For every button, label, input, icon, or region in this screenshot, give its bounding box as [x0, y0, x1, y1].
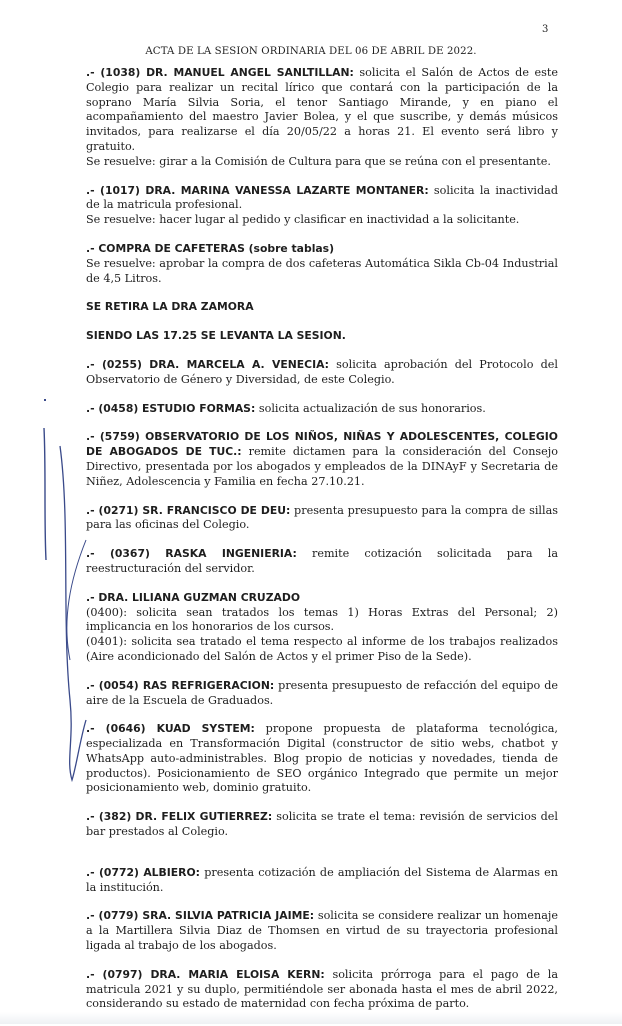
item-heading: SE RETIRA LA DRA ZAMORA: [86, 300, 254, 314]
item-text: solicita prórroga para el pago de la matricula 2021 y su duplo, permitiéndole ser abonada hasta el mes de abril 2022, considerando su estado de maternidad con fecha próxima de parto.: [86, 967, 559, 1011]
item-text: presenta presupuesto de refacción del equipo de aire de la Escuela de Graduados.: [86, 678, 558, 707]
item-heading: .- (0779) SRA. SILVIA PATRICIA JAIME:: [86, 909, 315, 923]
list-item: [86, 679, 558, 709]
list-item: [86, 66, 558, 170]
item-text: solicita se trate el tema: revisión de servicios del bar prestados al Colegio.: [86, 810, 558, 839]
item-text: solicita aprobación del Protocolo del Observatorio de Género y Diversidad, de este Colegio.: [86, 357, 558, 386]
item-heading: .- (0646) KUAD SYSTEM:: [86, 722, 255, 736]
item-text: remite cotización solicitada para la reestructuración del servidor.: [86, 547, 559, 575]
item-subitem: (0401): solicita sea tratado el tema respecto al informe de los trabajos realizados (Aire acondicionado del Salón de Actos y el primer Piso de la Sede).: [86, 635, 558, 663]
item-heading: .- (1038) DR. MANUEL ANGEL SANLTILLAN:: [86, 66, 354, 79]
item-text: propone propuesta de plataforma tecnológica, especializada en Transformación Digital (constructor de sitio webs, chatbot y WhatsApp auto-administrables. Blog propio de noticias y novedades, tienda de productos). Posicionamiento de SEO orgánico Integrado que permite un mejor posicionamiento web, dominio gratuito.: [86, 722, 558, 795]
item-text: presenta cotización de ampliación del Sistema de Alarmas en la institución.: [86, 865, 559, 894]
list-item: [86, 547, 558, 577]
item-resolution: Se resuelve: hacer lugar al pedido y clasificar en inactividad a la solicitante.: [86, 213, 520, 227]
item-heading: .- (0271) SR. FRANCISCO DE DEU:: [86, 503, 291, 517]
item-text: solicita el Salón de Actos de este Colegio para realizar un recital lírico que contará con la participación de la soprano María Silvia Soria, el tenor Santiago Mirande, y en piano el acompañamiento del maestro Javier Bolea, y el que suscribe, y demás músicos invitados, para realizarse el día 20/05/22 a horas 21. El evento será libro y gratuito.: [86, 66, 559, 153]
item-text: presenta presupuesto para la compra de sillas para las oficinas del Colegio.: [86, 503, 558, 532]
item-resolution: Se resuelve: aprobar la compra de dos cafeteras Automática Sikla Cb-04 Industrial de 4,5 Litros.: [86, 256, 558, 285]
list-item: [86, 504, 558, 534]
item-text: solicita actualización de sus honorarios.: [255, 401, 486, 415]
document-header: ACTA DE LA SESION ORDINARIA DEL 06 DE ABRIL DE 2022.: [145, 46, 477, 57]
item-heading: .- (0255) DRA. MARCELA A. VENECIA:: [86, 357, 329, 371]
list-item: [86, 242, 558, 286]
item-heading: .- (0054) RAS REFRIGERACION:: [86, 678, 275, 692]
list-item: [86, 358, 558, 388]
item-resolution: Se resuelve: girar a la Comisión de Cultura para que se reúna con el presentante.: [86, 154, 551, 168]
list-item: [86, 722, 558, 796]
item-text: remite dictamen para la consideración del Consejo Directivo, presentada por los abogados y empleados de la DINAyF y Secretaria de Niñez, Adolescencia y Familia en fecha 27.10.21.: [86, 445, 558, 488]
list-item: [86, 810, 558, 840]
item-heading: .- (0797) DRA. MARIA ELOISA KERN:: [86, 967, 325, 981]
list-item: [86, 184, 558, 228]
list-item: [86, 402, 558, 417]
list-item: [86, 909, 558, 953]
list-item: [86, 430, 558, 489]
page-edge: [0, 1012, 622, 1024]
item-heading: .- (0772) ALBIERO:: [86, 865, 200, 879]
list-item: [86, 300, 558, 315]
item-heading: .- COMPRA DE CAFETERAS (sobre tablas): [86, 241, 335, 255]
item-heading: .- (382) DR. FELIX GUTIERREZ:: [86, 810, 273, 824]
page-number: 3: [542, 24, 549, 35]
list-item: [86, 866, 558, 896]
item-text: solicita se considere realizar un homenaje a la Martillera Silvia Diaz de Thomsen en virtud de su trayectoria profesional ligada al trabajo de los abogados.: [86, 909, 559, 953]
item-heading: .- DRA. LILIANA GUZMAN CRUZADO: [86, 590, 301, 604]
spacer: [86, 854, 558, 866]
item-heading: .- (0367) RASKA INGENIERIA:: [86, 547, 297, 561]
minutes-body: [86, 66, 558, 1026]
item-text: solicita la inactividad de la matricula profesional.: [86, 183, 558, 212]
item-heading: .- (5759) OBSERVATORIO DE LOS NIÑOS, NIÑAS Y ADOLESCENTES, COLEGIO DE ABOGADOS DE TUC.:: [86, 430, 558, 459]
list-item: [86, 329, 558, 344]
list-item: [86, 968, 558, 1012]
item-heading: .- (1017) DRA. MARINA VANESSA LAZARTE MONTANER:: [86, 183, 429, 197]
item-heading: .- (0458) ESTUDIO FORMAS:: [86, 401, 256, 415]
item-subitem: (0400): solicita sean tratados los temas 1) Horas Extras del Personal; 2) implicancia en los honorarios de los cursos.: [86, 605, 558, 634]
list-item: [86, 591, 558, 665]
item-heading: SIENDO LAS 17.25 SE LEVANTA LA SESION.: [86, 329, 346, 343]
